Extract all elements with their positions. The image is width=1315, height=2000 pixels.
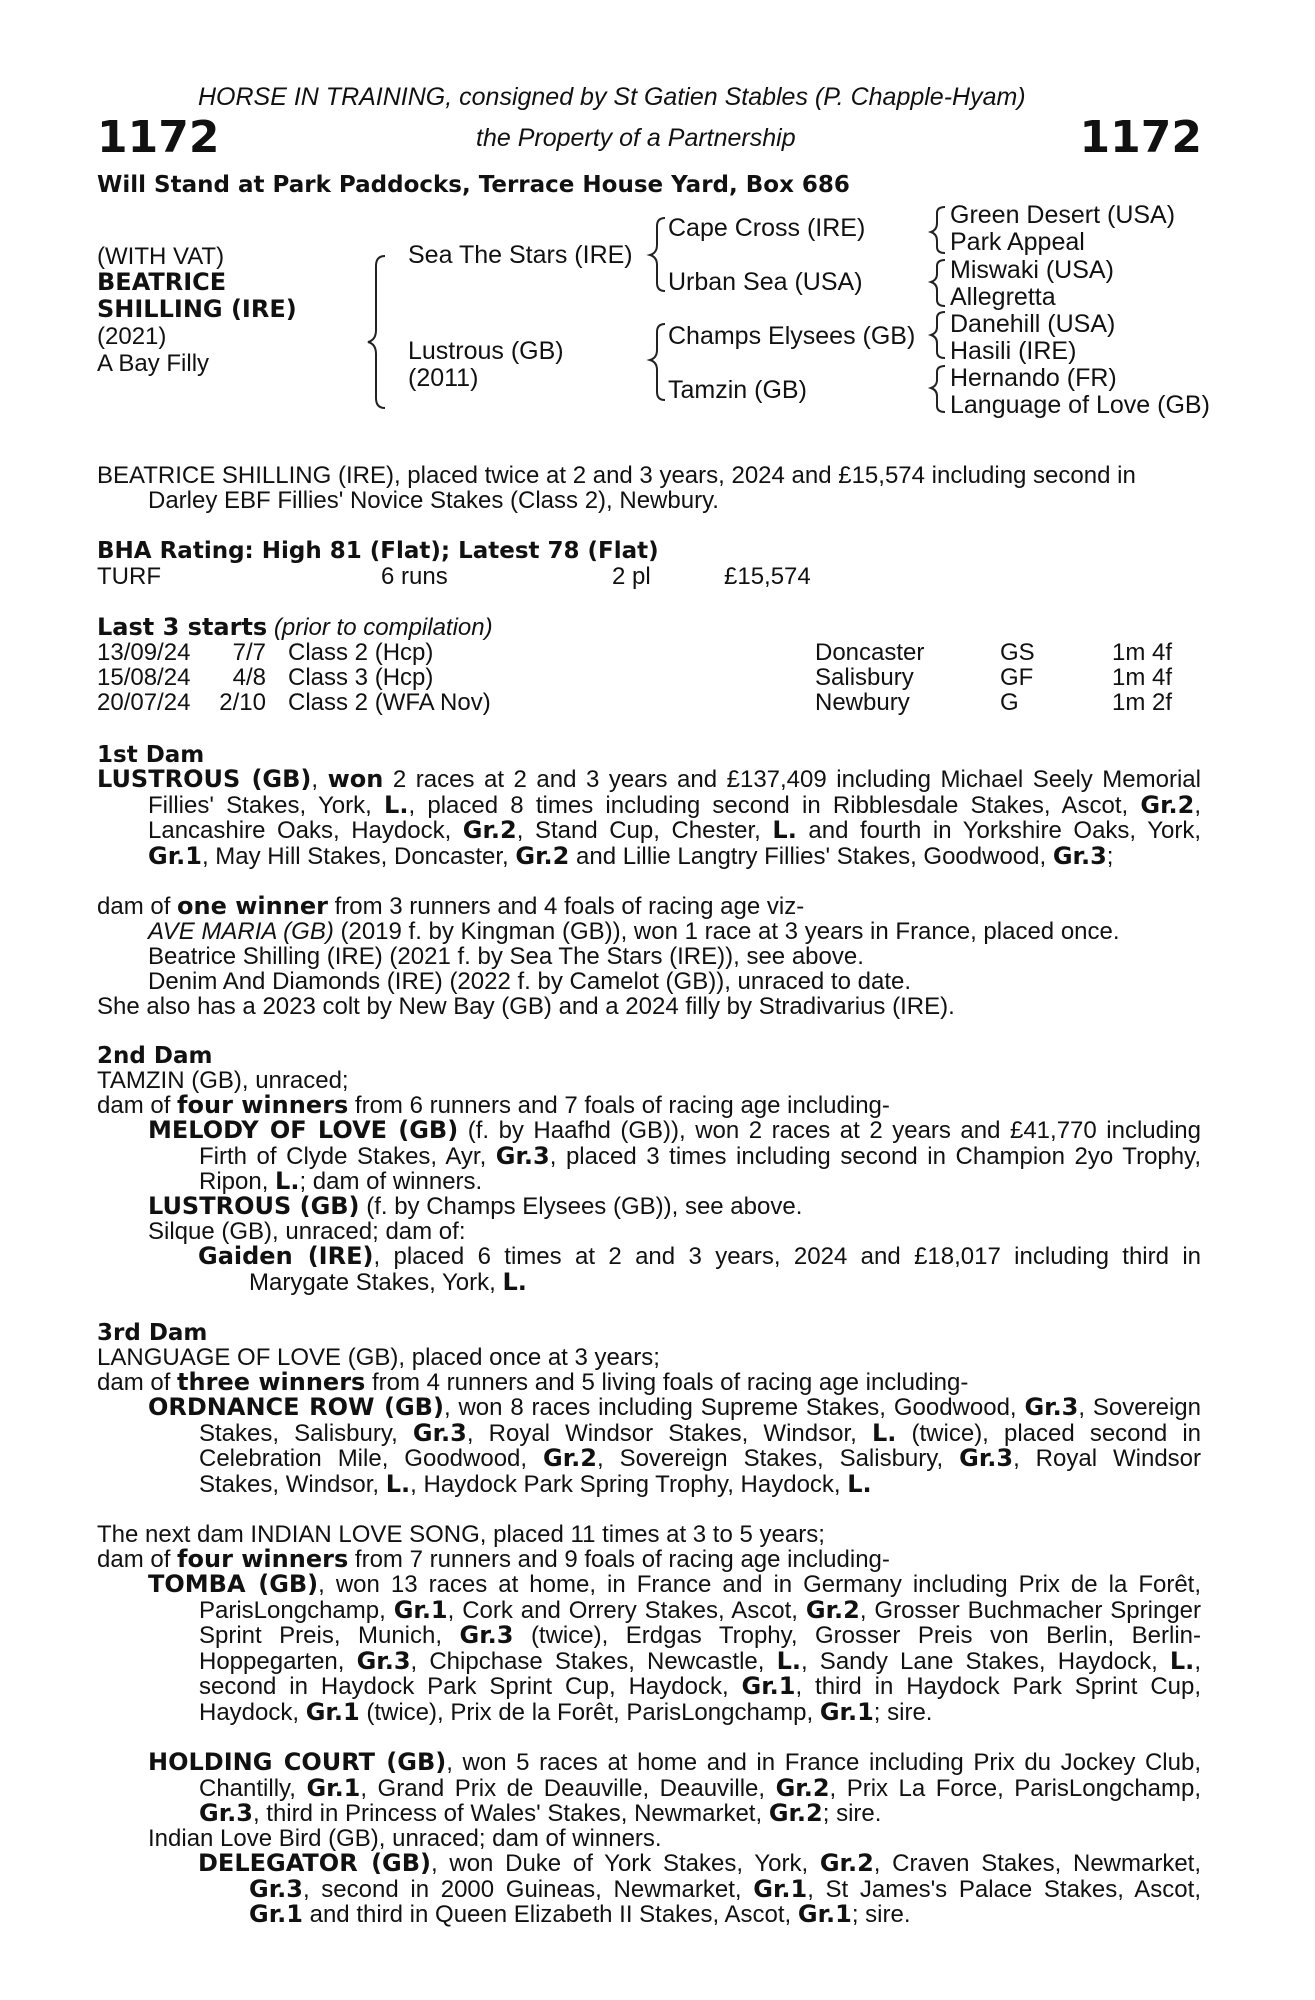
progeny-r2: , Grand Prix de Deauville, Deauville,	[360, 1774, 766, 1802]
progeny-r9: (twice), Prix de la Forêt, ParisLongchamp,	[366, 1698, 814, 1726]
progeny-name: DELEGATOR (GB)	[198, 1849, 431, 1877]
progeny-r5: , Chipchase Stakes, Newcastle,	[410, 1647, 765, 1675]
dam3-produce-line	[97, 1370, 968, 1395]
progeny-r2: , Sovereign Stakes, Salisbury,	[199, 1394, 1201, 1447]
dam1-r5: and fourth in Yorkshire Oaks, York,	[808, 817, 1202, 844]
dam3-line1: LANGUAGE OF LOVE (GB), placed once at 3 years;	[97, 1344, 660, 1371]
start-position: 2/10	[219, 689, 266, 716]
pedigree-sdd: Allegretta	[950, 283, 1056, 311]
progeny-r2: , placed 3 times including second in Champion 2yo Trophy, Ripon,	[199, 1142, 1201, 1195]
grade-2: Gr.2	[819, 1849, 874, 1877]
horse-description: A Bay Filly	[97, 350, 210, 377]
grade-1: Gr.1	[393, 1595, 448, 1624]
progeny-r10: ; sire.	[873, 1698, 933, 1726]
grade-2: Gr.2	[1140, 790, 1195, 819]
progeny-r3: ; dam of winners.	[299, 1168, 483, 1195]
grade-listed: L.	[772, 816, 797, 844]
progeny-r4: , St James's Palace Stakes, Ascot,	[807, 1875, 1201, 1903]
progeny-r3: , Grosser Buchmacher Springer Sprint Preis, Munich,	[199, 1596, 1202, 1649]
grade-listed: L.	[871, 1418, 897, 1447]
rating-prize: £15,574	[724, 563, 811, 590]
grade-listed: L.	[384, 790, 409, 819]
progeny-r3: , Royal Windsor Stakes, Windsor,	[466, 1419, 857, 1447]
progeny-r1: , won 5 races at home and in France including Prix du Jockey Club, Chantilly,	[199, 1749, 1201, 1802]
pedigree-dds: Hernando (FR)	[950, 364, 1117, 392]
dam2-silque: Silque (GB), unraced; dam of:	[148, 1218, 466, 1245]
dam1-won: won	[327, 765, 384, 793]
next-damof2: from 7 runners and 9 foals of racing age including-	[354, 1546, 890, 1573]
horse-name-1: BEATRICE	[97, 268, 227, 296]
dam2-gaiden	[198, 1244, 1201, 1295]
last-starts-heading	[97, 615, 493, 640]
pedigree-dam-dam: Tamzin (GB)	[668, 376, 807, 404]
grade-2: Gr.2	[805, 1595, 860, 1624]
grade-3: Gr.3	[412, 1418, 467, 1447]
dam1-name: LUSTROUS (GB)	[97, 765, 312, 793]
progeny-name: TOMBA (GB)	[148, 1570, 319, 1598]
dam2-damof2: from 6 runners and 7 foals of racing age including-	[354, 1092, 890, 1119]
header-consignor: HORSE IN TRAINING, consigned by St Gatien Stables (P. Chapple-Hyam)	[198, 83, 1026, 111]
start-going: GS	[1000, 639, 1035, 666]
start-race: Class 3 (Hcp)	[288, 664, 434, 691]
summary-line-1: BEATRICE SHILLING (IRE), placed twice at 2 and 3 years, 2024 and £15,574 including second in	[97, 462, 1136, 489]
progeny-r4: (twice), Erdgas Trophy, Grosser Preis von Berlin, Berlin-Hoppegarten,	[199, 1622, 1201, 1675]
start-position: 7/7	[232, 639, 266, 666]
dam3-damof: dam of	[97, 1369, 171, 1396]
next-dam-produce-line	[97, 1547, 890, 1572]
grade-listed: L.	[1169, 1646, 1195, 1675]
dam1-damof: dam of	[97, 893, 171, 920]
pedigree-dss: Danehill (USA)	[950, 310, 1116, 338]
start-course: Doncaster	[815, 639, 925, 666]
start-date: 20/07/24	[97, 689, 191, 716]
progeny-r5: and third in Queen Elizabeth II Stakes, Ascot,	[309, 1901, 792, 1928]
pedigree-sire: Sea The Stars (IRE)	[408, 241, 633, 269]
next-delegator	[198, 1851, 1201, 1928]
progeny-r6: ; sire.	[851, 1901, 911, 1928]
location-line: Will Stand at Park Paddocks, Terrace House Yard, Box 686	[97, 172, 850, 198]
progeny-name: LUSTROUS (GB)	[148, 1192, 360, 1220]
grade-1: Gr.1	[148, 841, 202, 870]
lot-number-left: 1172	[97, 112, 220, 163]
dam1-r3: , Lancashire Oaks, Haydock,	[148, 791, 1202, 844]
next-tomba	[148, 1572, 1201, 1725]
pedigree-dam: Lustrous (GB)	[408, 337, 564, 365]
rating-surface: TURF	[97, 563, 161, 590]
start-distance: 1m 2f	[1112, 689, 1173, 716]
start-course: Salisbury	[815, 664, 914, 691]
dam1-title: 1st Dam	[97, 742, 205, 768]
summary-line-2: Darley EBF Fillies' Novice Stakes (Class 2), Newbury.	[148, 487, 719, 514]
grade-2: Gr.2	[515, 841, 570, 870]
progeny-r6: , Sandy Lane Stakes, Haydock,	[801, 1647, 1158, 1675]
progeny-r2: , Craven Stakes, Newmarket,	[873, 1850, 1202, 1877]
progeny-r4: , third in Princess of Wales' Stakes, Newmarket,	[252, 1800, 763, 1827]
dam3-ordnance	[148, 1395, 1201, 1497]
progeny-name: ORDNANCE ROW (GB)	[148, 1393, 444, 1421]
grade-1: Gr.1	[305, 1697, 360, 1726]
next-damof: dam of	[97, 1546, 171, 1573]
grade-3: Gr.3	[1052, 841, 1107, 870]
progeny-r3: , Prix La Force, ParisLongchamp,	[829, 1774, 1202, 1802]
rating-runs: 6 runs	[381, 563, 448, 590]
grade-3: Gr.3	[199, 1799, 253, 1827]
progeny-r1: , won Duke of York Stakes, York,	[431, 1850, 809, 1877]
start-course: Newbury	[815, 689, 910, 716]
progeny-r1: , placed 6 times at 2 and 3 years, 2024 and £18,017 including third in Marygate Stakes, York,	[249, 1243, 1202, 1296]
dam1-r6: , May Hill Stakes, Doncaster,	[201, 842, 509, 870]
pedigree-sire-sire: Cape Cross (IRE)	[668, 214, 866, 242]
dam2-line1: TAMZIN (GB), unraced;	[97, 1067, 349, 1094]
grade-listed: L.	[275, 1167, 300, 1195]
grade-1: Gr.1	[249, 1900, 303, 1928]
dam1-produce-line	[97, 894, 804, 919]
start-distance: 1m 4f	[1112, 664, 1173, 691]
dam1-damof2: from 3 runners and 4 foals of racing age viz-	[334, 893, 805, 920]
vat-label: (WITH VAT)	[97, 243, 225, 270]
pedigree-ddd: Language of Love (GB)	[950, 391, 1210, 419]
progeny-r2: , Cork and Orrery Stakes, Ascot,	[447, 1596, 798, 1624]
dam1-record: LUSTROUS (GB), won 2 races at 2 and 3 years and £137,409 including Michael Seely Memorial Fillies' Stakes, York, L., placed 8 times including second in Ribblesdale Stakes, Ascot, Gr.2, Lancashire Oaks, Haydock, Gr.2, Stand Cup, Chester, L. and fourth in Yorkshire Oaks, York, Gr.1, May Hill Stakes, Doncaster, Gr.2 and Lillie Langtry Fillies' Stakes, Goodwood, Gr.3;	[97, 765, 1202, 870]
progeny-detail: (f. by Champs Elysees (GB)), see above.	[366, 1193, 803, 1220]
last-starts-title: Last 3 starts	[97, 613, 268, 641]
dam1-r7: and Lillie Langtry Fillies' Stakes, Goodwood,	[576, 842, 1047, 870]
progeny-name: HOLDING COURT (GB)	[148, 1748, 447, 1776]
grade-1: Gr.1	[753, 1874, 808, 1903]
pedigree-dsd: Hasili (IRE)	[950, 337, 1077, 365]
dam1-foal-2: Beatrice Shilling (IRE) (2021 f. by Sea The Stars (IRE)), see above.	[148, 943, 864, 970]
header-property: the Property of a Partnership	[476, 124, 796, 152]
pedigree-sds: Miswaki (USA)	[950, 256, 1114, 284]
start-going: GF	[1000, 664, 1034, 691]
progeny-r3: , second in 2000 Guineas, Newmarket,	[302, 1875, 742, 1903]
progeny-r1: (f. by Haafhd (GB)), won 2 races at 2 years and £41,770 including Firth of Clyde Stakes, Ayr,	[199, 1117, 1201, 1170]
pedigree-dam-sire: Champs Elysees (GB)	[668, 322, 916, 350]
grade-listed: L.	[847, 1469, 872, 1498]
grade-1: Gr.1	[741, 1672, 796, 1700]
dam3-title: 3rd Dam	[97, 1320, 208, 1346]
grade-1: Gr.1	[306, 1773, 361, 1802]
dam2-damof: dam of	[97, 1092, 171, 1119]
grade-2: Gr.2	[768, 1799, 823, 1827]
dam3-winners: three winners	[177, 1368, 366, 1396]
start-distance: 1m 4f	[1112, 639, 1173, 666]
dam2-melody	[148, 1118, 1201, 1195]
next-indian-love-bird: Indian Love Bird (GB), unraced; dam of winners.	[148, 1825, 662, 1852]
grade-2: Gr.2	[543, 1444, 597, 1472]
dam2-title: 2nd Dam	[97, 1043, 213, 1069]
grade-2: Gr.2	[775, 1773, 830, 1802]
dam1-r8: ;	[1106, 842, 1114, 870]
pedigree-sire-dam: Urban Sea (USA)	[668, 268, 863, 296]
dam2-lustrous	[148, 1194, 802, 1219]
horse-year: (2021)	[97, 323, 167, 350]
dam1-foal-1	[148, 919, 1120, 944]
progeny-name: Gaiden (IRE)	[198, 1242, 374, 1270]
dam2-winners: four winners	[177, 1091, 349, 1119]
grade-2: Gr.2	[462, 816, 517, 844]
pedigree-dam-year: (2011)	[408, 364, 479, 392]
start-going: G	[1000, 689, 1019, 716]
dam2-produce-line	[97, 1093, 890, 1118]
start-race: Class 2 (WFA Nov)	[288, 689, 491, 716]
progeny-name: MELODY OF LOVE (GB)	[148, 1116, 459, 1144]
progeny-r1: , won 13 races at home, in France and in Germany including Prix de la Forêt, ParisLongchamp,	[199, 1571, 1202, 1624]
grade-listed: L.	[776, 1646, 801, 1675]
lot-number-right: 1172	[1079, 112, 1202, 163]
bha-rating-title: BHA Rating: High 81 (Flat); Latest 78 (Flat)	[97, 538, 659, 564]
grade-1: Gr.1	[819, 1697, 874, 1726]
next-holding-court	[148, 1750, 1201, 1827]
start-date: 13/09/24	[97, 639, 191, 666]
pedigree-ssd: Park Appeal	[950, 228, 1085, 256]
foal-name: AVE MARIA (GB)	[148, 918, 334, 945]
progeny-r7: , Haydock Park Spring Trophy, Haydock,	[410, 1470, 841, 1498]
grade-3: Gr.3	[459, 1621, 514, 1649]
rating-placed: 2 pl	[612, 563, 651, 590]
grade-3: Gr.3	[959, 1444, 1014, 1472]
dam3-damof2: from 4 runners and 5 living foals of racing age including-	[372, 1369, 969, 1396]
grade-3: Gr.3	[1024, 1393, 1079, 1421]
start-position: 4/8	[232, 664, 266, 691]
progeny-r5: ; sire.	[822, 1800, 882, 1827]
grade-3: Gr.3	[356, 1646, 411, 1675]
grade-listed: L.	[385, 1469, 411, 1498]
last-starts-note: (prior to compilation)	[273, 614, 493, 641]
dam1-winners: one winner	[177, 892, 328, 920]
dam1-r2: , placed 8 times including second in Ribblesdale Stakes, Ascot,	[408, 791, 1129, 819]
next-dam-line1: The next dam INDIAN LOVE SONG, placed 11 times at 3 to 5 years;	[97, 1521, 825, 1548]
grade-3: Gr.3	[495, 1141, 550, 1170]
dam1-r4: , Stand Cup, Chester,	[516, 817, 761, 844]
grade-listed: L.	[502, 1267, 527, 1296]
dam1-foal-3: Denim And Diamonds (IRE) (2022 f. by Camelot (GB)), unraced to date.	[148, 968, 911, 995]
grade-1: Gr.1	[797, 1900, 852, 1928]
next-winners: four winners	[177, 1545, 349, 1573]
dam1-also: She also has a 2023 colt by New Bay (GB) and a 2024 filly by Stradivarius (IRE).	[97, 993, 955, 1020]
progeny-r4: (twice), placed second in Celebration Mile, Goodwood,	[199, 1419, 1202, 1472]
progeny-r6: , Royal Windsor Stakes, Windsor,	[199, 1445, 1202, 1498]
progeny-r1: , won 8 races including Supreme Stakes, Goodwood,	[443, 1394, 1017, 1421]
progeny-r5: , Sovereign Stakes, Salisbury,	[596, 1445, 944, 1472]
progeny-r7: , second in Haydock Park Sprint Cup, Haydock,	[199, 1647, 1201, 1700]
foal-detail: (2019 f. by Kingman (GB)), won 1 race at 3 years in France, placed once.	[340, 918, 1120, 945]
grade-3: Gr.3	[249, 1874, 303, 1903]
start-date: 15/08/24	[97, 664, 191, 691]
horse-name-2: SHILLING (IRE)	[97, 295, 297, 323]
start-race: Class 2 (Hcp)	[288, 639, 434, 666]
pedigree-sss: Green Desert (USA)	[950, 201, 1176, 229]
progeny-r8: , third in Haydock Park Sprint Cup, Haydock,	[199, 1673, 1202, 1726]
dam1-r1: 2 races at 2 and 3 years and £137,409 including Michael Seely Memorial Fillies' Stakes, York,	[148, 766, 1201, 819]
